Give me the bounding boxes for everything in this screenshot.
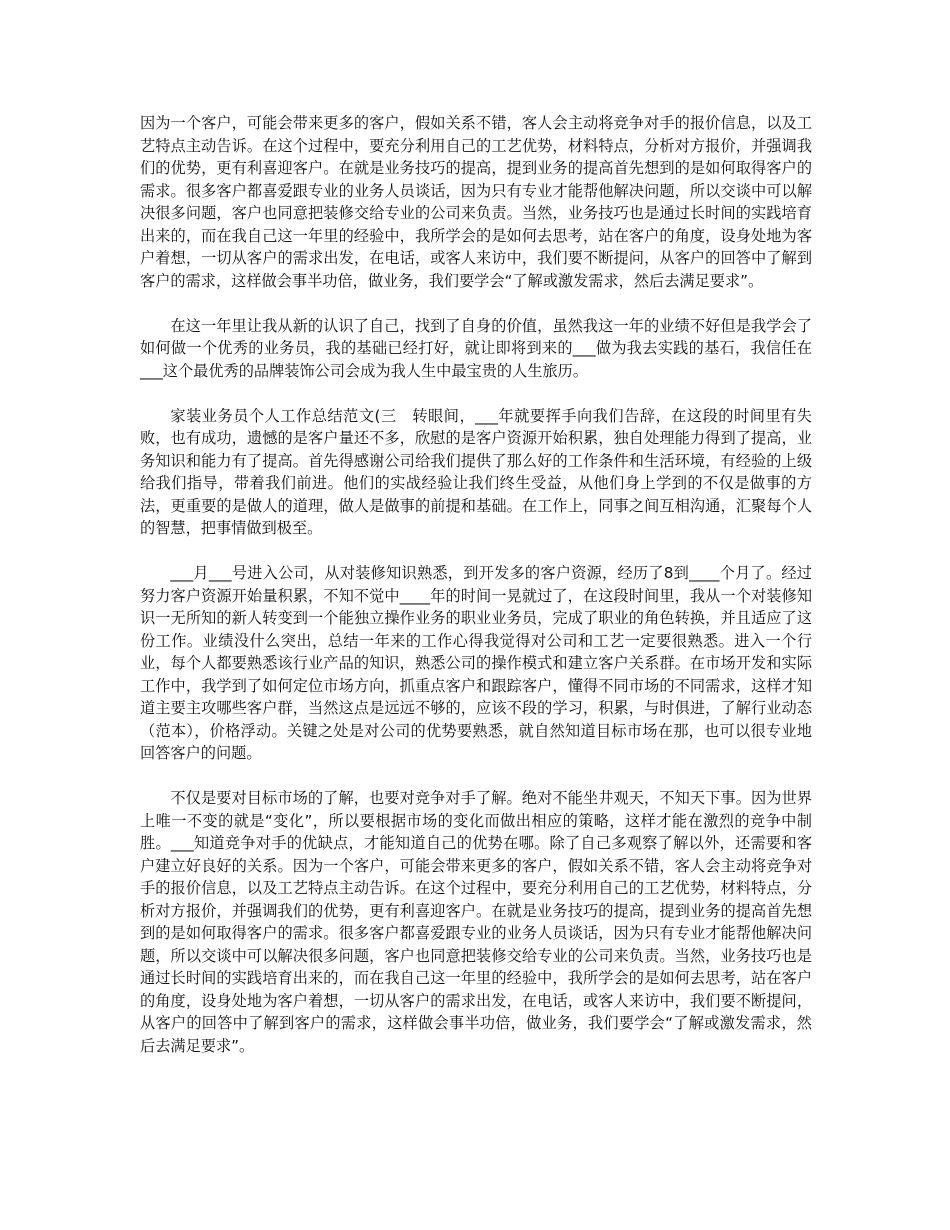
paragraph: 不仅是要对目标市场的了解，也要对竞争对手了解。绝对不能坐井观天，不知天下事。因为世界上唯一不变的就是“变化”，所以要根据市场的变化而做出相应的策略，这样才能在激烈的竞争中制胜。___知道竞争对手的优缺点，才能知道自己的优势在哪。除了自己多观察了解以外，还需要和客户建立好良好的关系。因为一个客户，可能会带来更多的客户，假如关系不错，客人会主动将竞争对手的报价信息，以及工艺特点主动告诉。在这个过程中，要充分利用自己的工艺优势，材料特点，分析对方报价，并强调我们的优势，更有利喜迎客户。在就是业务技巧的提高，提到业务的提高首先想到的是如何取得客户的需求。很多客户都喜爱跟专业的业务人员谈话，因为只有专业才能帮他解决问题，所以交谈中可以解决很多问题，客户也同意把装修交给专业的公司来负责。当然，业务技巧也是通过长时间的实践培育出来的，而在我自己这一年里的经验中，我所学会的是如何去思考，站在客户的角度，设身处地为客户着想，一切从客户的需求出发，在电话，或客人来访中，我们要不断提问，从客户的回答中了解到客户的需求，这样做会事半功倍，做业务，我们要学会“了解或激发需求，然后去满足要求”。 <box>140 789 812 1055</box>
paragraph: ___月___号进入公司，从对装修知识熟悉，到开发多的客户资源，经历了8到____个月了。经过努力客户资源开始量积累，不知不觉中____年的时间一晃就过了，在这段时间里，我从一个对装修知识一无所知的新人转变到一个能独立操作业务的职业业务员，完成了职业的角色转换，并且适应了这份工作。业绩没什么突出，总结一年来的工作心得我觉得对公司和工艺一定要很熟悉。进入一个行业，每个人都要熟悉该行业产品的知识，熟悉公司的操作模式和建立客户关系群。在市场开发和实际工作中，我学到了如何定位市场方向，抓重点客户和跟踪客户，懂得不同市场的不同需求，这样才知道主要主攻哪些客户群，当然这点是远远不够的，应该不段的学习，积累，与时俱进，了解行业动态（范本），价格浮动。关键之处是对公司的优势要熟悉，就自然知道目标市场在那，也可以很专业地回答客户的问题。 <box>140 564 812 762</box>
paragraph: 在这一年里让我从新的认识了自己，找到了自身的价值，虽然我这一年的业绩不好但是我学会了如何做一个优秀的业务员，我的基础已经打好，就让即将到来的___做为我去实践的基石，我信任在___这个最优秀的品牌装饰公司会成为我人生中最宝贵的人生旅历。 <box>140 316 812 380</box>
document-body <box>140 112 812 1080</box>
paragraph-continued: 因为一个客户，可能会带来更多的客户，假如关系不错，客人会主动将竞争对手的报价信息，以及工艺特点主动告诉。在这个过程中，要充分利用自己的工艺优势，材料特点，分析对方报价，并强调我们的优势，更有利喜迎客户。在就是业务技巧的提高，提到业务的提高首先想到的是如何取得客户的需求。很多客户都喜爱跟专业的业务人员谈话，因为只有专业才能帮他解决问题，所以交谈中可以解决很多问题，客户也同意把装修交给专业的公司来负责。当然，业务技巧也是通过长时间的实践培育出来的，而在我自己这一年里的经验中，我所学会的是如何去思考，站在客户的角度，设身处地为客户着想，一切从客户的需求出发，在电话，或客人来访中，我们要不断提问，从客户的回答中了解到客户的需求，这样做会事半功倍，做业务，我们要学会“了解或激发需求，然后去满足要求”。 <box>140 114 812 290</box>
paragraph: 家装业务员个人工作总结范文(三 转眼间，___年就要挥手向我们告辞，在这段的时间里有失败，也有成功，遗憾的是客户量还不多，欣慰的是客户资源开始积累，独自处理能力得到了提高，业务知识和能力有了提高。首先得感谢公司给我们提供了那么好的工作条件和生活环境，有经验的上级给我们指导，带着我们前进。他们的实战经验让我们终生受益，从他们身上学到的不仅是做事的方法，更重要的是做人的道理，做人是做事的前提和基础。在工作上，同事之间互相沟通，汇聚每个人的智慧，把事情做到极至。 <box>140 406 812 537</box>
